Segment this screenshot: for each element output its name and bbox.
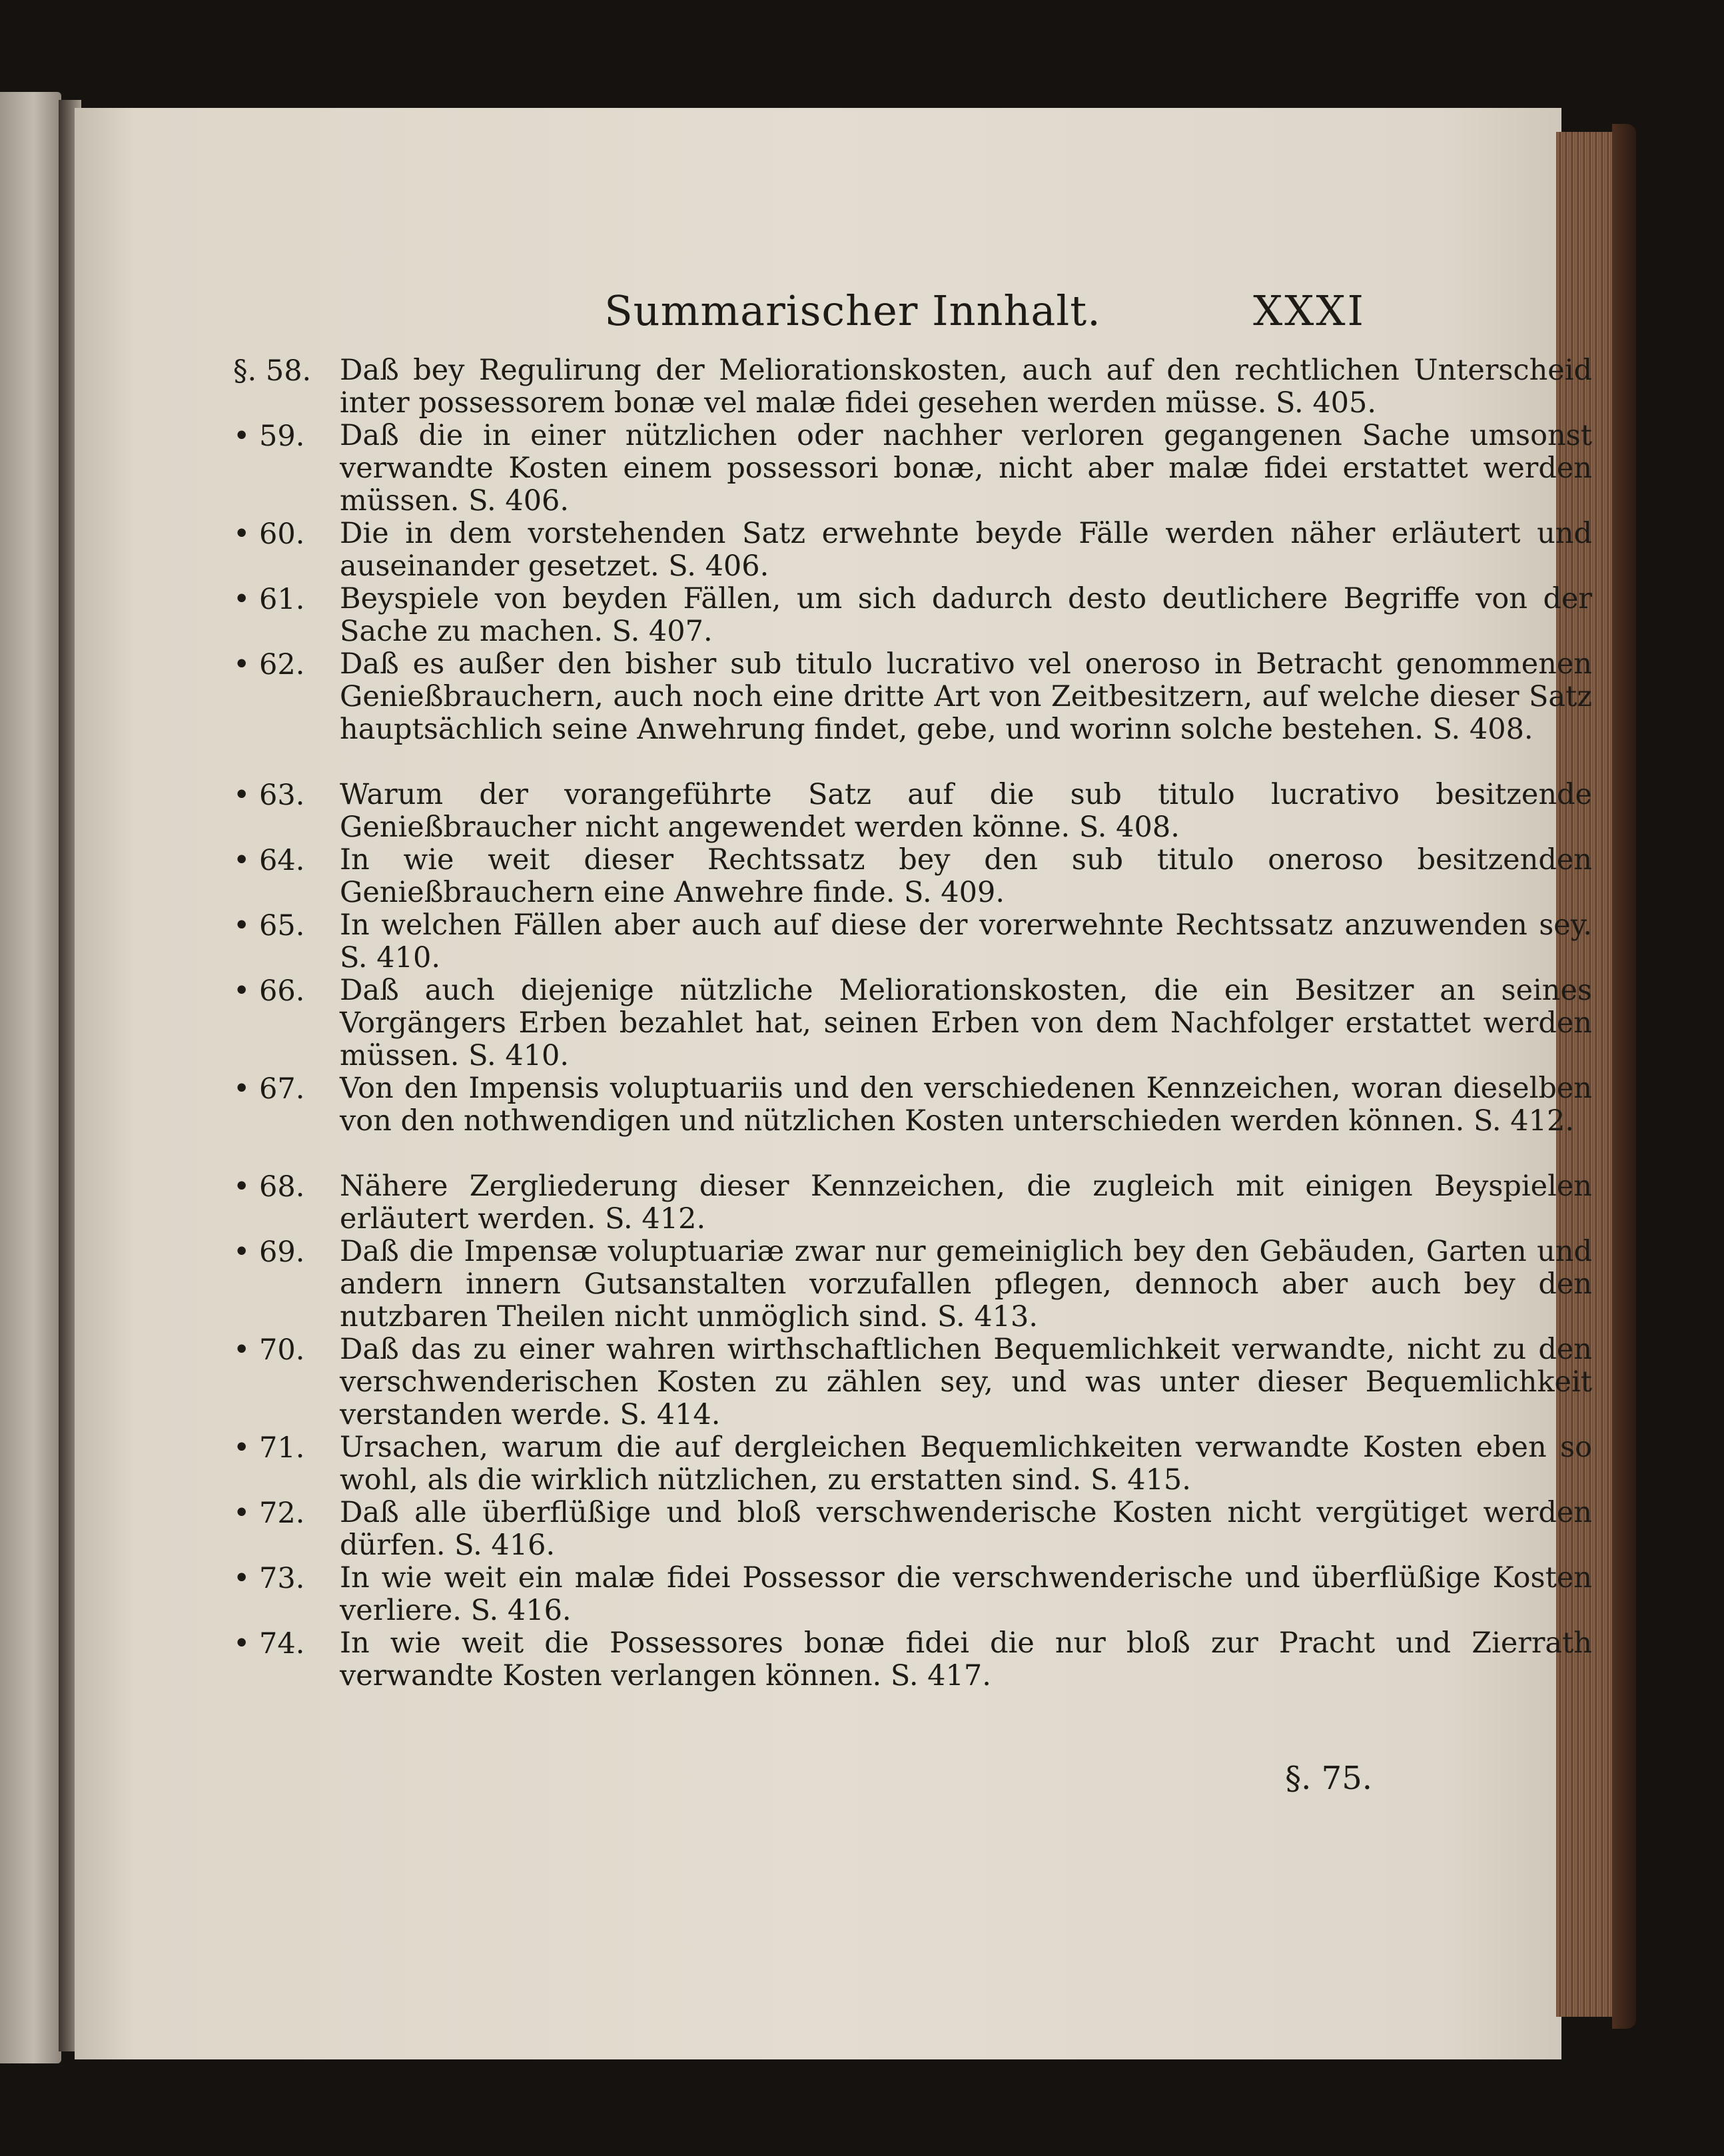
entry-text: Daß das zu einer wahren wirthschaftlichen Bequemlichkeit verwandte, nicht zu den verschwenderischen Kosten zu zählen sey, und was unter dieser Bequemlichkeit verstanden werde. S. 414.	[340, 1333, 1592, 1431]
entry-mark: • 70.	[233, 1333, 305, 1367]
entry-mark: • 62.	[233, 648, 305, 681]
entry-text: In wie weit dieser Rechtssatz bey den sub titulo oneroso besitzenden Genießbrauchern eine Anwehre finde. S. 409.	[340, 843, 1592, 909]
entry-mark: • 60.	[233, 518, 305, 551]
entry-mark: §. 58.	[233, 354, 312, 388]
entry-mark: • 71.	[233, 1431, 305, 1465]
entry-text: Von den Impensis voluptuariis und den verschiedenen Kennzeichen, woran dieselben von den nothwendigen und nützlichen Kosten unterschieden werden können. S. 412.	[340, 1072, 1592, 1138]
entry-mark: • 64.	[233, 844, 305, 877]
entry-text: In wie weit die Possessores bonæ fidei die nur bloß zur Pracht und Zierrath verwandte Kosten verlangen können. S. 417.	[340, 1626, 1592, 1692]
entry-text: In wie weit ein malæ fidei Possessor die verschwenderische und überflüßige Kosten verliere. S. 416.	[340, 1561, 1592, 1627]
entry-text: Nähere Zergliederung dieser Kennzeichen, die zugleich mit einigen Beyspielen erläutert werden. S. 412.	[340, 1170, 1592, 1236]
entry-mark: • 73.	[233, 1562, 305, 1595]
entry-mark: • 66.	[233, 974, 305, 1008]
entry-text: Daß es außer den bisher sub titulo lucrativo vel oneroso in Betracht genommenen Genießbrauchern, auch noch eine dritte Art von Zeitbesitzern, auf welche dieser Satz hauptsächlich seine Anwehrung findet, gebe, und worinn solche bestehen. S. 408.	[340, 647, 1592, 746]
entry-mark: • 67.	[233, 1072, 305, 1106]
entry-text: Beyspiele von beyden Fällen, um sich dadurch desto deutlichere Begriffe von der Sache zu machen. S. 407.	[340, 582, 1592, 648]
entry-mark: • 65.	[233, 909, 305, 942]
entry-mark: • 68.	[233, 1170, 305, 1204]
entry-text: Daß die Impensæ voluptuariæ zwar nur gemeiniglich bey den Gebäuden, Garten und andern innern Gutsanstalten vorzufallen pflegen, dennoch aber auch bey den nutzbaren Theilen nicht unmöglich sind. S. 413.	[340, 1235, 1592, 1333]
entry-text: Daß alle überflüßige und bloß verschwenderische Kosten nicht vergütiget werden dürfen. S. 416.	[340, 1496, 1592, 1562]
book-cover-edge	[1612, 124, 1636, 2029]
entry-mark: • 59.	[233, 420, 305, 453]
entry-mark: • 74.	[233, 1627, 305, 1660]
entry-text: Daß die in einer nützlichen oder nachher verloren gegangenen Sache umsonst verwandte Kosten einem possessori bonæ, nicht aber malæ fidei erstattet werden müssen. S. 406.	[340, 419, 1592, 518]
entry-text: Warum der vorangeführte Satz auf die sub titulo lucrativo besitzende Genießbraucher nicht angewendet werden könne. S. 408.	[340, 778, 1592, 844]
left-page-edge	[0, 92, 61, 2063]
entry-text: Ursachen, warum die auf dergleichen Bequemlichkeiten verwandte Kosten eben so wohl, als die wirklich nützlichen, zu erstatten sind. S. 415.	[340, 1431, 1592, 1497]
entry-mark: • 61.	[233, 583, 305, 616]
running-title: Summarischer Innhalt.	[604, 286, 1101, 335]
catchword: §. 75.	[1285, 1760, 1372, 1797]
page-number: XXXI	[1253, 286, 1366, 335]
entry-mark: • 63.	[233, 779, 305, 812]
entry-mark: • 69.	[233, 1236, 305, 1269]
entry-text: In welchen Fällen aber auch auf diese der vorerwehnte Rechtssatz anzuwenden sey. S. 410.	[340, 908, 1592, 974]
entry-text: Daß bey Regulirung der Meliorationskosten, auch auf den rechtlichen Unterscheid inter possessorem bonæ vel malæ fidei gesehen werden müsse. S. 405.	[340, 354, 1592, 420]
entry-text: Die in dem vorstehenden Satz erwehnte beyde Fälle werden näher erläutert und auseinander gesetzet. S. 406.	[340, 517, 1592, 583]
entry-text: Daß auch diejenige nützliche Meliorationskosten, die ein Besitzer an seines Vorgängers Erben bezahlet hat, seinen Erben von dem Nachfolger erstattet werden müssen. S. 410.	[340, 974, 1592, 1072]
entry-mark: • 72.	[233, 1497, 305, 1530]
